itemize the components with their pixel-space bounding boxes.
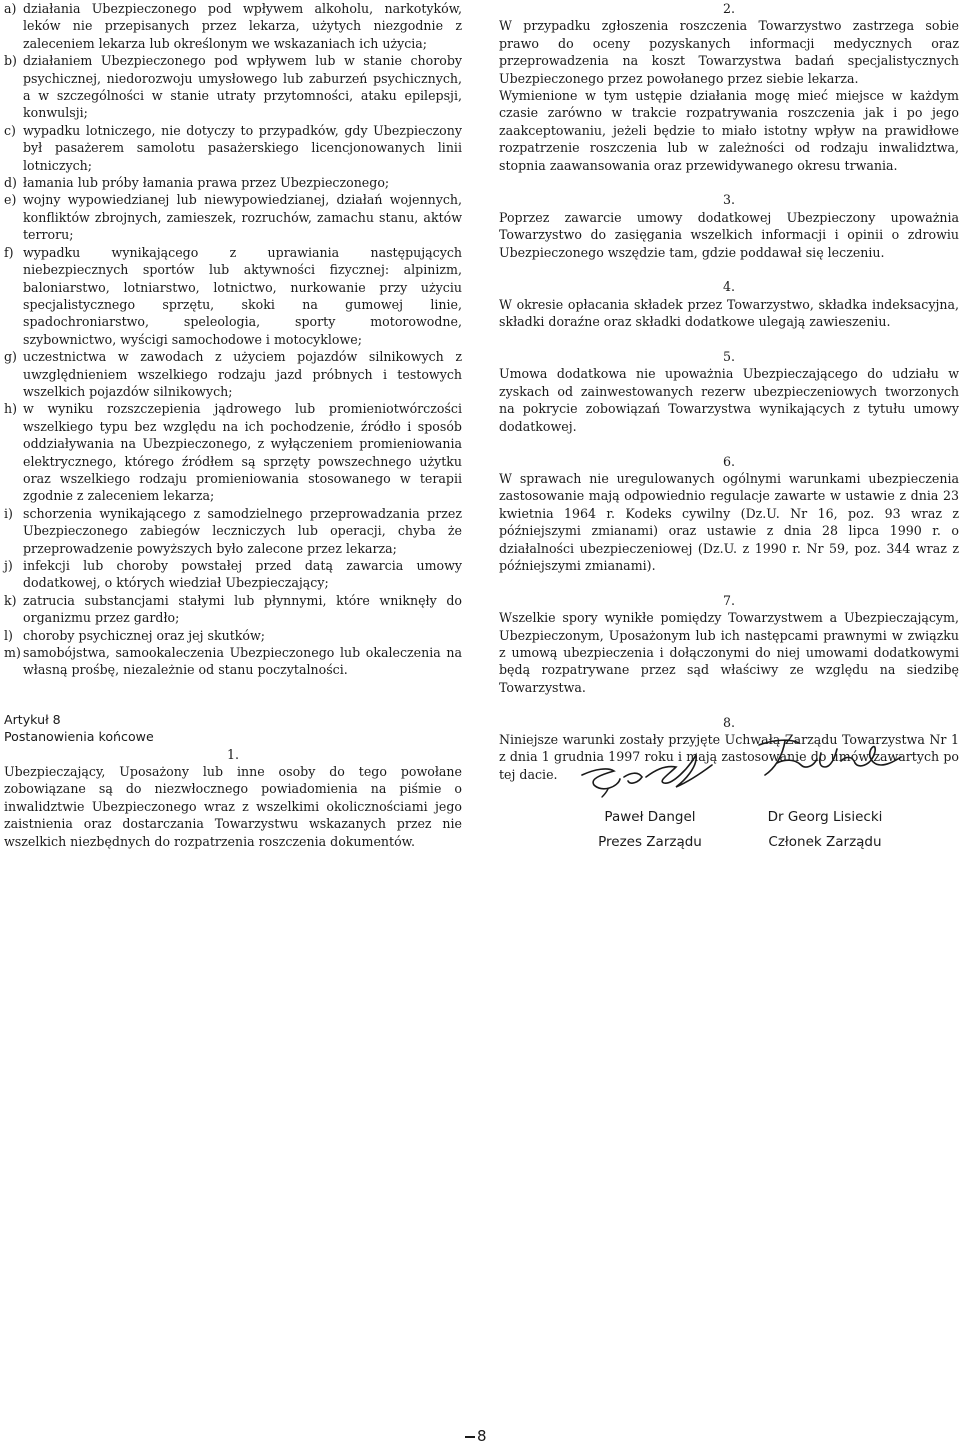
exclusion-item — [4, 644, 462, 679]
exclusion-item — [4, 592, 462, 627]
item-letter: l) — [4, 627, 13, 643]
signature-dangel-image — [580, 747, 720, 802]
item-letter: c) — [4, 122, 16, 138]
exclusion-item — [4, 400, 462, 504]
section-paragraph: Umowa dodatkowa nie upoważnia Ubezpieczającego do udziału w zyskach od zainwestowanych rezerw ubezpieczeniowych tworzonych na pokrycie zobowiązań Towarzystwa wynikających z tytułu umowy dodatkowej. — [499, 366, 959, 434]
section-paragraph: Ubezpieczający, Uposażony lub inne osoby do tego powołane zobowiązane są do niezwłocznego powiadomienia na piśmie o inwalidztwie Ubezpieczonego wraz z wszelkimi okolicznościami jego zaistnienia oraz dostarczania Towarzystwu wskazanych przez nie wszelkich niezbędnych do rozpatrzenia roszczenia dokumentów. — [4, 764, 462, 849]
signature-dangel — [565, 805, 735, 855]
section-paragraph: Wszelkie spory wynikłe pomiędzy Towarzystwem a Ubezpieczającym, Ubezpieczonym, Uposażonym lub ich następcami prawnymi w związku z umową ubezpieczenia i dołączonymi do niej umowami dodatkowymi będą rozpatrywane przez sąd właściwy ze względu na siedzibę Towarzystwa. — [499, 610, 959, 695]
signer-role: Członek Zarządu — [768, 834, 882, 850]
item-text: schorzenia wynikającego z samodzielnego przeprowadzania przez Ubezpieczonego zabiegów leczniczych lub operacji, chyba że przeprowadzenie powyższych było zalecone przez lekarza; — [23, 505, 462, 556]
item-letter: j) — [4, 558, 13, 573]
item-text: wojny wypowiedzianej lub niewypowiedzianej, działań wojennych, konfliktów zbrojnych, zamieszek, rozruchów, zamachu stanu, aktów terroru; — [23, 192, 462, 243]
exclusion-item — [4, 557, 462, 592]
section-paragraph: Poprzez zawarcie umowy dodatkowej Ubezpieczony upoważnia Towarzystwo do zasięgania wszelkich informacji i opinii o zdrowiu Ubezpieczonego wszędzie tam, gdzie poddawał się leczeniu. — [499, 209, 959, 260]
signer-name: Dr Georg Lisiecki — [767, 809, 883, 825]
section-paragraph: Niniejsze warunki zostały przyjęte Uchwałą Zarządu Towarzystwa Nr 1 z dnia 1 grudnia 1997 roku i mają zastosowanie do umów zawartych po tej dacie. — [499, 731, 959, 782]
item-letter: b) — [4, 53, 17, 69]
item-text: wypadku lotniczego, nie dotyczy to przypadków, gdy Ubezpieczony był pasażerem samolotu pasażerskiego licencjonowanych linii lotniczych; — [23, 122, 462, 173]
signatures-block — [565, 735, 905, 860]
left-column — [4, 0, 462, 850]
section-spacer — [499, 174, 959, 191]
item-text: łamania lub próby łamania prawa przez Ubezpieczonego; — [23, 175, 390, 191]
page-number: 8 — [477, 1427, 487, 1445]
item-letter: f) — [4, 244, 14, 260]
item-text: samobójstwa, samookaleczenia Ubezpieczonego lub okaleczenia na własną prośbę, niezależnie od stanu poczytalności. — [23, 645, 462, 678]
article-title: Artykuł 8 — [4, 711, 61, 727]
exclusions-list — [4, 0, 462, 679]
item-letter: h) — [4, 401, 18, 417]
section-spacer — [499, 574, 959, 591]
item-letter: d) — [4, 175, 17, 191]
item-letter: e) — [4, 192, 17, 208]
item-letter: k) — [4, 592, 17, 608]
exclusion-item — [4, 348, 462, 400]
section-paragraph: W przypadku zgłoszenia roszczenia Towarzystwo zastrzega sobie prawo do oceny pozyskanych informacji medycznych oraz przeprowadzenia na koszt Towarzystwa badań specjalistycznych Ubezpieczonego przez powołanego przez siebie lekarza. — [499, 18, 959, 86]
exclusion-item — [4, 627, 462, 644]
section-number: 4. — [722, 279, 736, 295]
signer-role: Prezes Zarządu — [598, 834, 702, 850]
item-text: działania Ubezpieczonego pod wpływem alkoholu, narkotyków, leków nie przepisanych przez lekarza, użytych niezgodnie z zaleceniem lekarza lub określonym we wskazaniach ich użycia; — [23, 1, 462, 51]
section-number: 6. — [722, 453, 736, 469]
item-letter: g) — [4, 349, 17, 365]
exclusion-item — [4, 244, 462, 348]
section-spacer — [499, 331, 959, 348]
exclusion-item — [4, 191, 462, 243]
signature-lisiecki-image — [755, 735, 905, 783]
item-letter: a) — [4, 1, 17, 16]
item-letter: i) — [4, 505, 13, 521]
exclusion-item — [4, 0, 462, 52]
section-spacer — [499, 261, 959, 278]
item-text: choroby psychicznej oraz jej skutków; — [23, 627, 266, 643]
section-number: 1. — [226, 746, 240, 762]
item-text: zatrucia substancjami stałymi lub płynnymi, które wniknęły do organizmu przez gardło; — [23, 592, 462, 626]
section-paragraph: W sprawach nie uregulowanych ogólnymi warunkami ubezpieczenia zastosowanie mają odpowiednio regulacje zawarte w ustawie z dnia 23 kwietnia 1964 r. Kodeks cywilny (Dz.U. Nr 16, poz. 93 wraz z późniejszymi zmianami) oraz ustawie z dnia 28 lipca 1990 r. o działalności ubezpieczeniowej (Dz.U. z 1990 r. Nr 59, poz. 344 wraz z późniejszymi zmianami). — [499, 470, 959, 573]
right-column — [499, 0, 959, 783]
item-text: w wyniku rozszczepienia jądrowego lub promieniotwórczości wszelkiego typu bez względu na ich pochodzenie, źródło i sposób oddziaływania na Ubezpieczonego, z wyłączeniem promieniowania elektrycznego, którego źródłem są sprzęty powszechnego użytku oraz wszelkiego rodzaju promieniowania stosowanego w terapii zgodnie z zaleceniem lekarza; — [23, 401, 462, 504]
section-number: 3. — [722, 192, 736, 208]
section-paragraph: W okresie opłacania składek przez Towarzystwo, składka indeksacyjna, składki doraźne oraz składki dodatkowe ulegają zawieszeniu. — [499, 296, 959, 330]
footer-dash — [465, 1436, 475, 1438]
signature-lisiecki — [750, 805, 900, 855]
item-text: infekcji lub choroby powstałej przed datą zawarcia umowy dodatkowej, o których wiedział Ubezpieczający; — [23, 558, 462, 591]
section-spacer — [499, 696, 959, 713]
article-heading — [4, 711, 462, 746]
section-spacer — [499, 435, 959, 452]
exclusion-item — [4, 52, 462, 122]
exclusion-item — [4, 505, 462, 557]
section-number: 8. — [722, 714, 736, 730]
item-text: wypadku wynikającego z uprawiania następujących niebezpiecznych sportów lub aktywności fizycznej: alpinizm, baloniarstwo, lotniarstwo, lotnictwo, nurkowanie przy użyciu specjalistycznego sprzętu, skoki na gumowej linie, spadochroniarstwo, speleologia, sporty motorowodne, szybownictwo, wyścigi samochodowe i motocyklowe; — [23, 244, 462, 347]
section-number: 2. — [722, 1, 736, 16]
article-subtitle: Postanowienia końcowe — [4, 729, 154, 745]
section-paragraph: Wymienione w tym ustępie działania mogę mieć miejsce w każdym czasie zarówno w trakcie rozpatrywania roszczenia jak i po jego zaakceptowaniu, jeżeli będzie to miało istotny wpływ na prawidłowe rozpatrzenie roszczenia lub w zależności od rodzaju inwalidztwa, stopnia zaawansowania oraz przewidywanego okresu trwania. — [499, 88, 959, 173]
section-number: 5. — [722, 349, 736, 365]
exclusion-item — [4, 122, 462, 174]
signer-name: Paweł Dangel — [604, 809, 696, 825]
section-number: 7. — [722, 592, 736, 608]
page-footer — [0, 1426, 960, 1446]
item-text: uczestnictwa w zawodach z użyciem pojazdów silnikowych z uwzględnieniem wszelkiego rodzaju jazd próbnych i testowych wszelkich pojazdów silnikowych; — [23, 349, 462, 399]
item-text: działaniem Ubezpieczonego pod wpływem lub w stanie choroby psychicznej, niedorozwoju umysłowego lub zaburzeń psychicznych, a w szczególności w stanie utraty przytomności, ataku epilepsji, konwulsji; — [23, 53, 462, 121]
item-letter: m) — [4, 645, 21, 661]
exclusion-item — [4, 174, 462, 191]
